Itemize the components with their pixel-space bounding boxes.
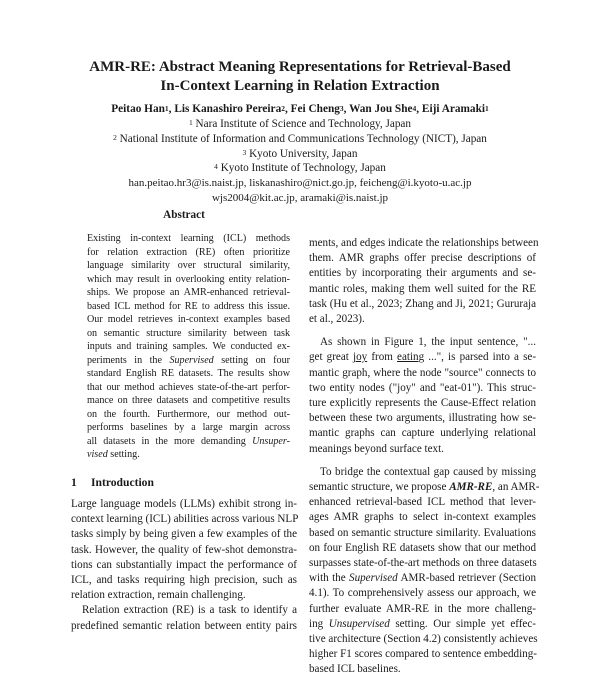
- text-line: relation extraction, remain challenging.: [71, 589, 246, 602]
- abstract-line: which may result in overlooking entity relation-: [87, 273, 290, 285]
- text-line: mantic roles, making them well suited for the RE: [309, 282, 536, 295]
- abstract-text: setting.: [110, 449, 140, 461]
- text-line: As shown in Figure 1, the input sentence, "...: [320, 336, 536, 349]
- text-line: mantic graphs can capture underlying relational: [309, 427, 536, 440]
- text-fragment: ...", is parsed into a se-: [428, 351, 537, 364]
- text-line: task. However, the quality of few-shot demonstra-: [71, 543, 297, 556]
- author-name: Fei Cheng: [290, 103, 340, 115]
- abstract-italic: Supervised: [169, 354, 214, 366]
- abstract-heading: Abstract: [163, 209, 205, 221]
- paper-header: [40, 58, 560, 206]
- abstract-line: ships. We propose an AMR-enhanced retrieval-: [87, 287, 290, 299]
- text-fragment: setting. Our simple yet effec-: [395, 617, 536, 630]
- underlined-word: eating: [397, 351, 425, 364]
- abstract-text: periments in the: [87, 354, 162, 366]
- abstract-line: [87, 448, 290, 462]
- author-list: Peitao Han$^1$, Lis Kanashiro Pereira$^2$, Fei Cheng$^3$, Wan Jou She$^4$, Eiji Aramaki$^1$: [111, 103, 489, 115]
- abstract-italic: Unsuper-: [252, 435, 290, 447]
- text-line: based ICL baselines.: [309, 663, 401, 676]
- text-fragment: with the: [309, 572, 346, 585]
- italic-term: Supervised: [349, 572, 398, 585]
- author-sup: 1: [164, 104, 169, 113]
- abstract-line: that our method achieves state-of-the-art perfor-: [87, 381, 290, 393]
- affiliation: [40, 132, 560, 147]
- text-line: ages AMR graphs to select in-context examples: [309, 511, 536, 524]
- abstract-body: [87, 232, 290, 462]
- text-line: [309, 571, 536, 586]
- author-name: Wan Jou She: [349, 103, 413, 115]
- text-line: further evaluate AMR-RE in the more challeng-: [309, 602, 536, 615]
- text-line: 4.1). To comprehensively assess our approach, we: [309, 587, 536, 600]
- abstract-line: Existing in-context learning (ICL) methods: [87, 233, 290, 245]
- underlined-word: joy: [353, 351, 368, 364]
- title-line-2: In-Context Learning in Relation Extraction: [160, 78, 440, 94]
- email-line-1: han.peitao.hr3@is.naist.jp, liskanashiro@nict.go.jp, feicheng@i.kyoto-u.ac.jp: [128, 177, 472, 190]
- abstract-line: mance on three datasets and competitive results: [87, 395, 290, 407]
- abstract-line: inputs and training samples. We conducted ex-: [87, 341, 290, 353]
- text-fragment: from: [371, 351, 393, 364]
- section-heading-introduction: [71, 475, 297, 490]
- abstract-line: Our model retrieves in-context examples based: [87, 314, 290, 326]
- text-line: enhanced retrieval-based ICL method that lever-: [309, 496, 536, 509]
- abstract-line: [87, 435, 290, 449]
- affiliation: [40, 147, 560, 162]
- text-line: context learning (ICL) abilities across various NLP: [71, 513, 299, 526]
- abstract-italic: vised: [87, 449, 108, 461]
- affiliation: [40, 161, 560, 176]
- affiliation: [40, 117, 560, 132]
- affiliation-sup: 2: [113, 132, 117, 142]
- text-line: Large language models (LLMs) exhibit strong in-: [71, 497, 297, 510]
- section-number: 1: [71, 475, 77, 489]
- affiliation-text: Kyoto University, Japan: [249, 147, 358, 160]
- text-fragment: get great: [309, 351, 349, 364]
- section-title: Introduction: [91, 475, 154, 489]
- intro-paragraph: [71, 497, 297, 603]
- text-line: entities by incorporating their arguments and se-: [309, 267, 536, 280]
- author-emails: [40, 176, 560, 206]
- author-name: Eiji Aramaki: [421, 103, 485, 115]
- paper-title: [40, 58, 560, 96]
- text-fragment: semantic structure, we propose: [309, 481, 447, 494]
- text-line: based on semantic structure similarity. Evaluations: [309, 526, 536, 539]
- abstract-line: for relation extraction (RE) often prioritize: [87, 246, 290, 258]
- text-fragment: AMR-based retriever (Section: [400, 572, 536, 585]
- text-line: [309, 350, 536, 365]
- text-line: ments, and edges indicate the relationships between: [309, 237, 539, 249]
- method-name: AMR-RE: [449, 481, 493, 494]
- abstract-line: based ICL method for RE to address this issue.: [87, 300, 290, 312]
- text-line: To bridge the contextual gap caused by missing: [320, 465, 536, 478]
- abstract-text: all datasets in the more demanding: [87, 435, 246, 447]
- abstract-line: [87, 354, 290, 368]
- author-sup: 3: [339, 104, 344, 113]
- text-line: Relation extraction (RE) is a task to identify a: [82, 604, 297, 617]
- affiliation-text: Nara Institute of Science and Technology, Japan: [195, 118, 411, 130]
- email-line-2: wjs2004@kit.ac.jp, aramaki@is.naist.jp: [211, 192, 389, 205]
- body-paragraph: [309, 236, 539, 327]
- left-column: [71, 208, 297, 634]
- affiliation-text: Kyoto Institute of Technology, Japan: [220, 162, 386, 175]
- intro-paragraph: [71, 603, 297, 633]
- text-fragment: , an AMR-: [492, 481, 540, 494]
- text-fragment: ing: [309, 617, 324, 630]
- text-line: et al., 2023).: [309, 313, 365, 326]
- abstract-line: performs baselines by a large margin across: [87, 422, 290, 434]
- text-line: tasks simply by being given a few examples of the: [71, 528, 297, 541]
- affiliation-sup: 1: [189, 118, 193, 127]
- abstract-line: on the fourth. Furthermore, our method out-: [87, 408, 290, 420]
- text-line: ture explicitly represents the Cause-Effect relation: [309, 397, 536, 410]
- author-name: Peitao Han: [111, 103, 165, 115]
- author-sup: 1: [485, 104, 489, 113]
- text-line: tive architecture (Section 4.2) consistently achieves: [309, 633, 538, 646]
- affiliation-sup: 4: [214, 162, 218, 172]
- affiliation-sup: 3: [242, 147, 247, 157]
- affiliation-text: National Institute of Information and Communications Technology (NICT), Japan: [119, 132, 487, 145]
- text-line: higher F1 scores compared to sentence embedding-: [309, 648, 537, 661]
- text-line: predefined semantic relation between entity pairs: [71, 619, 297, 632]
- text-line: tions can substantially impact the performance of: [71, 558, 297, 571]
- author-sup: 4: [412, 104, 417, 113]
- right-column: [309, 236, 540, 678]
- text-line: task (Hu et al., 2023; Zhang and Ji, 2021; Gururaja: [309, 297, 536, 310]
- author-sup: 2: [281, 104, 285, 113]
- text-line: mantic graph, where the node "source" connects to: [309, 366, 536, 379]
- text-line: [309, 617, 536, 632]
- abstract-text: setting on four: [221, 354, 290, 366]
- text-line: [309, 480, 540, 495]
- text-line: surpasses state-of-the-art methods on three datasets: [309, 557, 537, 570]
- text-line: ICL, and tasks requiring high precision, such as: [71, 573, 297, 586]
- text-line: between these two arguments, illustrating how se-: [309, 412, 536, 425]
- title-line-1: AMR-RE: Abstract Meaning Representations for Retrieval-Based: [89, 59, 511, 75]
- body-paragraph: [309, 465, 540, 678]
- italic-term: Unsupervised: [328, 617, 390, 630]
- abstract-line: on semantic structure similarity between task: [87, 327, 290, 339]
- abstract-line: language similarity over structural similarity,: [87, 260, 290, 272]
- abstract-line: standard English RE datasets. The results show: [87, 368, 290, 380]
- body-paragraph: [309, 335, 536, 457]
- author-name: Lis Kanashiro Pereira: [174, 103, 282, 115]
- text-line: on four English RE datasets show that our method: [309, 541, 536, 554]
- text-line: them. AMR graphs offer precise descriptions of: [309, 252, 536, 265]
- text-line: meanings beyond surface text.: [309, 442, 444, 455]
- text-line: two entity nodes ("joy" and "eat-01"). This struc-: [309, 381, 536, 394]
